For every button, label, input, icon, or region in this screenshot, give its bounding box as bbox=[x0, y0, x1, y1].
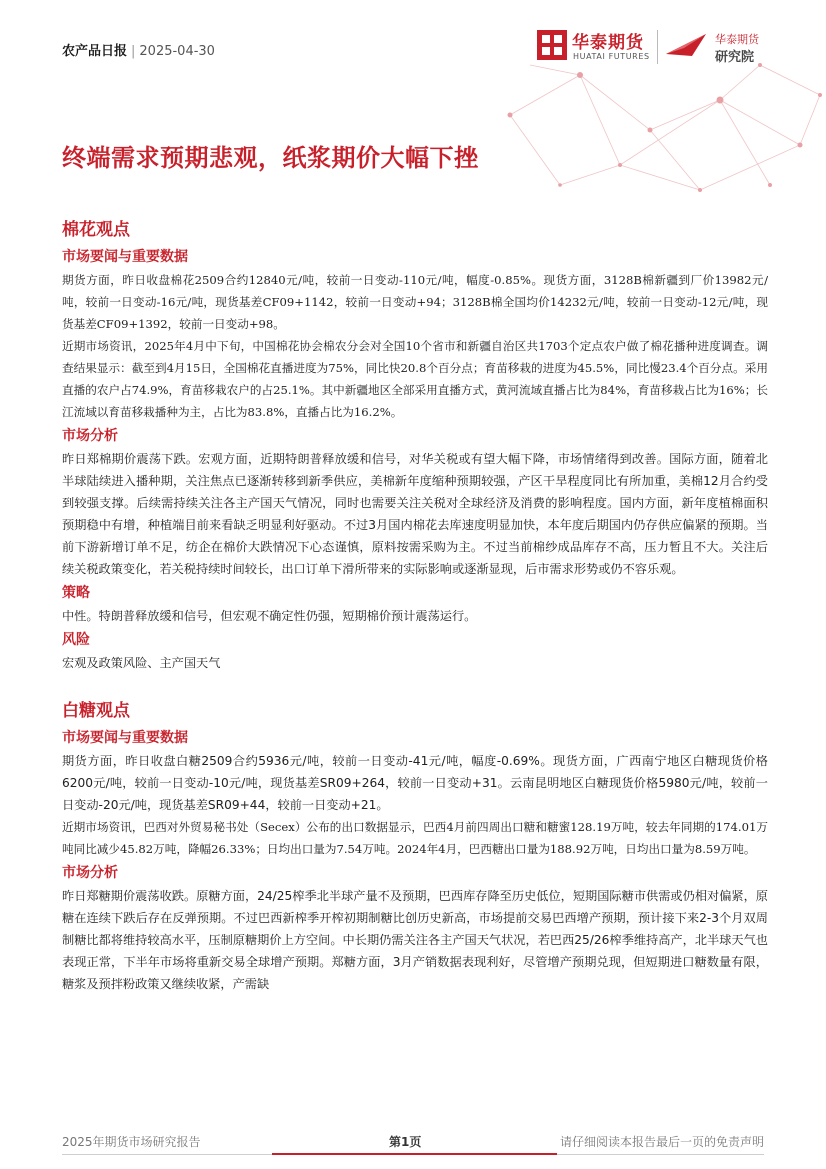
cotton-news-paragraph-2: 近期市场资讯，2025年4月中下旬，中国棉花协会棉农分会对全国10个省市和新疆自治区共1703个定点农户做了棉花播种进度调查。调查结果显示：截至到4月15日，全国棉花直播进度为75%，同比快20.8个百分点；育苗移栽的进度为45.5%，同比慢23.4个百分点。采用直播的农户占74.9%，育苗移栽农户的占25.1%。其中新疆地区全部采用直播方式，黄河流域直播占比为84%，育苗移栽占比为16%；长江流域以育苗移栽播种为主，占比为83.8%，直播占比为16.2%。 bbox=[62, 339, 768, 419]
report-label: 农产品日报 | 2025-04-30 bbox=[62, 44, 215, 59]
institute-logo-icon bbox=[664, 32, 708, 58]
network-graphic bbox=[470, 55, 826, 195]
logo-cn-text: 华泰期货 bbox=[572, 33, 644, 53]
sugar-analysis-paragraph: 昨日郑糖期价震荡收跌。原糖方面，24/25榨季北半球产量不及预期，巴西库存降至历史低位，短期国际糖市供需或仍相对偏紧，原糖在连续下跌后存在反弹预期。不过巴西新榨季开榨初期制糖比创历史新高，市场提前交易巴西增产预期，预计接下来2-3个月双周制糖比都将维持较高水平，压制原糖期价上方空间。中长期仍需关注各主产国天气状况，若巴西25/26榨季维持高产，北半球天气也表现正常，下半年市场将重新交易全球增产预期。郑糖方面，3月产销数据表现利好，尽管增产预期兑现，但短期进口糖数量有限，糖浆及预拌粉政策又继续收紧，产需缺 bbox=[62, 889, 768, 991]
sugar-news-paragraph-2: 近期市场资讯，巴西对外贸易秘书处（Secex）公布的出口数据显示，巴西4月前四周出口糖和糖蜜128.19万吨，较去年同期的174.01万吨同比减少45.82万吨，降幅26.33%；日均出口量为7.54万吨。2024年4月，巴西糖出口量为188.92万吨，日均出口量为8.59万吨。 bbox=[62, 820, 768, 856]
sugar-section bbox=[62, 696, 768, 995]
report-content bbox=[62, 215, 768, 995]
institute-line-2: 研究院 bbox=[715, 50, 755, 65]
sugar-news-paragraph-1: 期货方面，昨日收盘白糖2509合约5936元/吨，较前一日变动-41元/吨，幅度-0.69%。现货方面，广西南宁地区白糖现货价格6200元/吨，较前一日变动-10元/吨，现货基差SR09+264，较前一日变动+31。云南昆明地区白糖现货价格5980元/吨，较前一日变动-20元/吨，现货基差SR09+44，较前一日变动+21。 bbox=[62, 754, 768, 812]
huatai-futures-logo bbox=[537, 28, 653, 68]
footer-report-name: 2025年期货市场研究报告 bbox=[62, 1135, 201, 1149]
cotton-strategy-paragraph: 中性。特朗普释放缓和信号，但宏观不确定性仍强，短期棉价预计震荡运行。 bbox=[62, 609, 477, 623]
institute-logo bbox=[664, 28, 774, 68]
page-title: 终端需求预期悲观，纸浆期价大幅下挫 bbox=[62, 144, 479, 172]
page-number: 第1页 bbox=[389, 1135, 422, 1149]
footer-accent-line bbox=[272, 1153, 557, 1155]
cotton-risk-title: 风险 bbox=[62, 632, 90, 648]
page-header bbox=[0, 0, 826, 195]
huatai-logo-icon bbox=[537, 30, 567, 60]
logo-en-text: HUATAI FUTURES bbox=[573, 52, 650, 61]
cotton-strategy-title: 策略 bbox=[62, 585, 90, 601]
cotton-risk-paragraph: 宏观及政策风险、主产国天气 bbox=[62, 656, 221, 670]
cotton-news-paragraph-1: 期货方面，昨日收盘棉花2509合约12840元/吨，较前一日变动-110元/吨，幅度-0.85%。现货方面，3128B棉新疆到厂价13982元/吨，较前一日变动-16元/吨，现货基差CF09+1142，较前一日变动+94；3128B棉全国均价14232元/吨，较前一日变动-12元/吨，现货基差CF09+1392，较前一日变动+98。 bbox=[62, 273, 768, 331]
institute-line-1: 华泰期货 bbox=[715, 33, 759, 46]
sugar-analysis-title: 市场分析 bbox=[62, 865, 118, 881]
page-footer bbox=[62, 1133, 764, 1161]
logo-divider bbox=[657, 30, 658, 64]
sugar-title: 白糖观点 bbox=[62, 701, 130, 721]
cotton-analysis-paragraph: 昨日郑棉期价震荡下跌。宏观方面，近期特朗普释放缓和信号，对华关税或有望大幅下降，市场情绪得到改善。国际方面，随着北半球陆续进入播种期，关注焦点已逐渐转移到新季供应，美棉新年度缩种预期较强，产区干旱程度同比有所加重，美棉12月合约受到较强支撑。后续需持续关注各主产国天气情况，同时也需要关注关税对全球经济及消费的影响程度。国内方面，新年度植棉面积预期稳中有增，种植端目前来看缺乏明显利好驱动。不过3月国内棉花去库速度明显加快，本年度后期国内仍存供应偏紧的预期。当前下游新增订单不足，纺企在棉价大跌情况下心态谨慎，原料按需采购为主。不过当前棉纱成品库存不高，压力暂且不大。关注后续关税政策变化，若关税持续时间较长，出口订单下滑所带来的实际影响或逐渐显现，后市需求形势或仍不容乐观。 bbox=[62, 452, 768, 576]
report-name: 农产品日报 bbox=[62, 44, 128, 59]
disclaimer-note: 请仔细阅读本报告最后一页的免责声明 bbox=[559, 1135, 764, 1149]
cotton-title: 棉花观点 bbox=[62, 220, 130, 240]
cotton-section bbox=[62, 215, 768, 674]
sugar-news-title: 市场要闻与重要数据 bbox=[62, 730, 188, 746]
report-date: 2025-04-30 bbox=[139, 44, 215, 59]
cotton-analysis-title: 市场分析 bbox=[62, 428, 118, 444]
cotton-news-title: 市场要闻与重要数据 bbox=[62, 249, 188, 265]
